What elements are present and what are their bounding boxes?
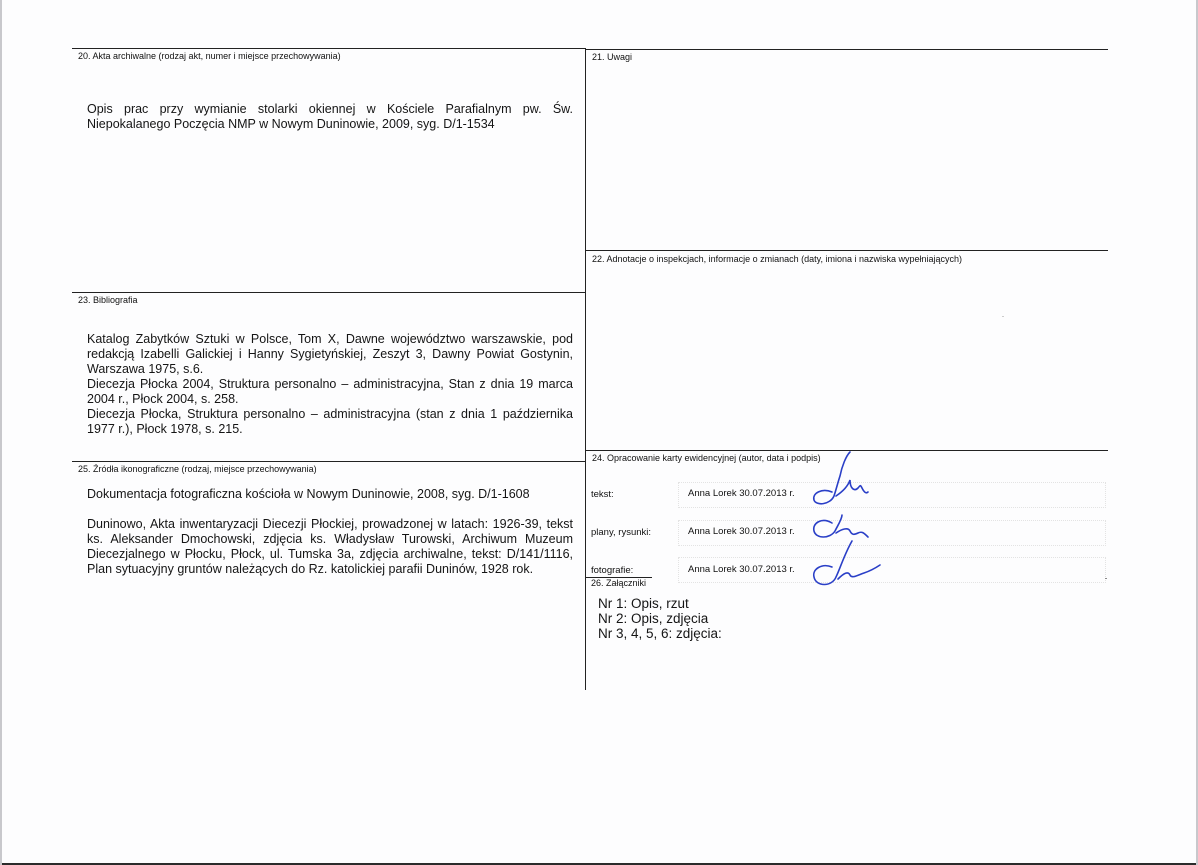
signature-photos — [802, 535, 892, 595]
row-label-text: tekst: — [591, 489, 614, 500]
row-label-plans: plany, rysunki: — [591, 527, 652, 538]
attachment-item: Nr 1: Opis, rzut — [598, 596, 689, 611]
rule-25 — [72, 461, 585, 462]
rule-22 — [585, 250, 1108, 251]
bibliography-entry: Katalog Zabytków Sztuki w Polsce, Tom X, Dawne województwo warszawskie, pod redakcją Izabelli Galickiej i Hanny Sygietyńskiej, Zeszyt 3, Dawny Powiat Gostynin, Warszawa 1975, s.6. — [87, 332, 573, 376]
section-22-label: 22. Adnotacje o inspekcjach, informacje o zmianach (daty, imiona i nazwiska wypełniających) — [592, 254, 963, 264]
section-23-label: 23. Bibliografia — [78, 295, 138, 305]
rule-top-right — [585, 49, 1108, 50]
iconography-entry: Dokumentacja fotograficzna kościoła w Nowym Duninowie, 2008, syg. D/1-1608 — [87, 487, 530, 501]
row-value-plans: Anna Lorek 30.07.2013 r. — [688, 526, 795, 537]
section-20-label: 20. Akta archiwalne (rodzaj akt, numer i miejsce przechowywania) — [78, 51, 341, 61]
row-label-photos: fotografie: — [591, 565, 634, 576]
section-25-label: 25. Źródła ikonograficzne (rodzaj, miejsce przechowywania) — [78, 464, 317, 474]
bibliography-entry: Diecezja Płocka, Struktura personalno – administracyjna (stan z dnia 1 października 1977 r.), Płock 1978, s. 215. — [87, 407, 573, 436]
row-value-photos: Anna Lorek 30.07.2013 r. — [688, 564, 795, 575]
attachments-list — [598, 596, 722, 641]
rule-top-left — [72, 48, 585, 49]
attachment-item: Nr 2: Opis, zdjęcia — [598, 611, 709, 626]
section-26-label: 26. Załączniki — [591, 578, 647, 588]
section-24-label: 24. Opracowanie karty ewidencyjnej (autor, data i podpis) — [592, 453, 821, 463]
rule-23 — [72, 292, 585, 293]
column-divider — [585, 48, 586, 690]
section-20-text: Opis prac przy wymianie stolarki okiennej w Kościele Parafialnym pw. Św. Niepokalanego Poczęcia NMP w Nowym Duninowie, 2009, syg. D/1-1534 — [87, 102, 573, 131]
scan-speck — [1002, 316, 1004, 317]
section-21-label: 21. Uwagi — [592, 52, 633, 62]
iconography-entry: Duninowo, Akta inwentaryzacji Diecezji Płockiej, prowadzonej w latach: 1926-39, tekst ks. Aleksander Dmochowski, zdjęcia ks. Władysław Turowski, Archiwum Muzeum Diecezjalnego w Płocku, Płock, ul. Tumska 3a, zdjęcia archiwalne, tekst: D/141/1116, Plan sytuacyjny gruntów należących do Rz. katolickiej parafii Duninów, 1928 rok. — [87, 517, 573, 576]
signature-text — [802, 448, 882, 508]
bibliography-entry: Diecezja Płocka 2004, Struktura personalno – administracyjna, Stan z dnia 19 marca 2004 r., Płock 2004, s. 258. — [87, 377, 573, 406]
attachment-item: Nr 3, 4, 5, 6: zdjęcia: — [598, 626, 722, 641]
scan-speck — [1105, 578, 1107, 579]
row-value-text: Anna Lorek 30.07.2013 r. — [688, 488, 795, 499]
bibliography-list — [87, 332, 573, 436]
section-25-text — [87, 487, 573, 577]
